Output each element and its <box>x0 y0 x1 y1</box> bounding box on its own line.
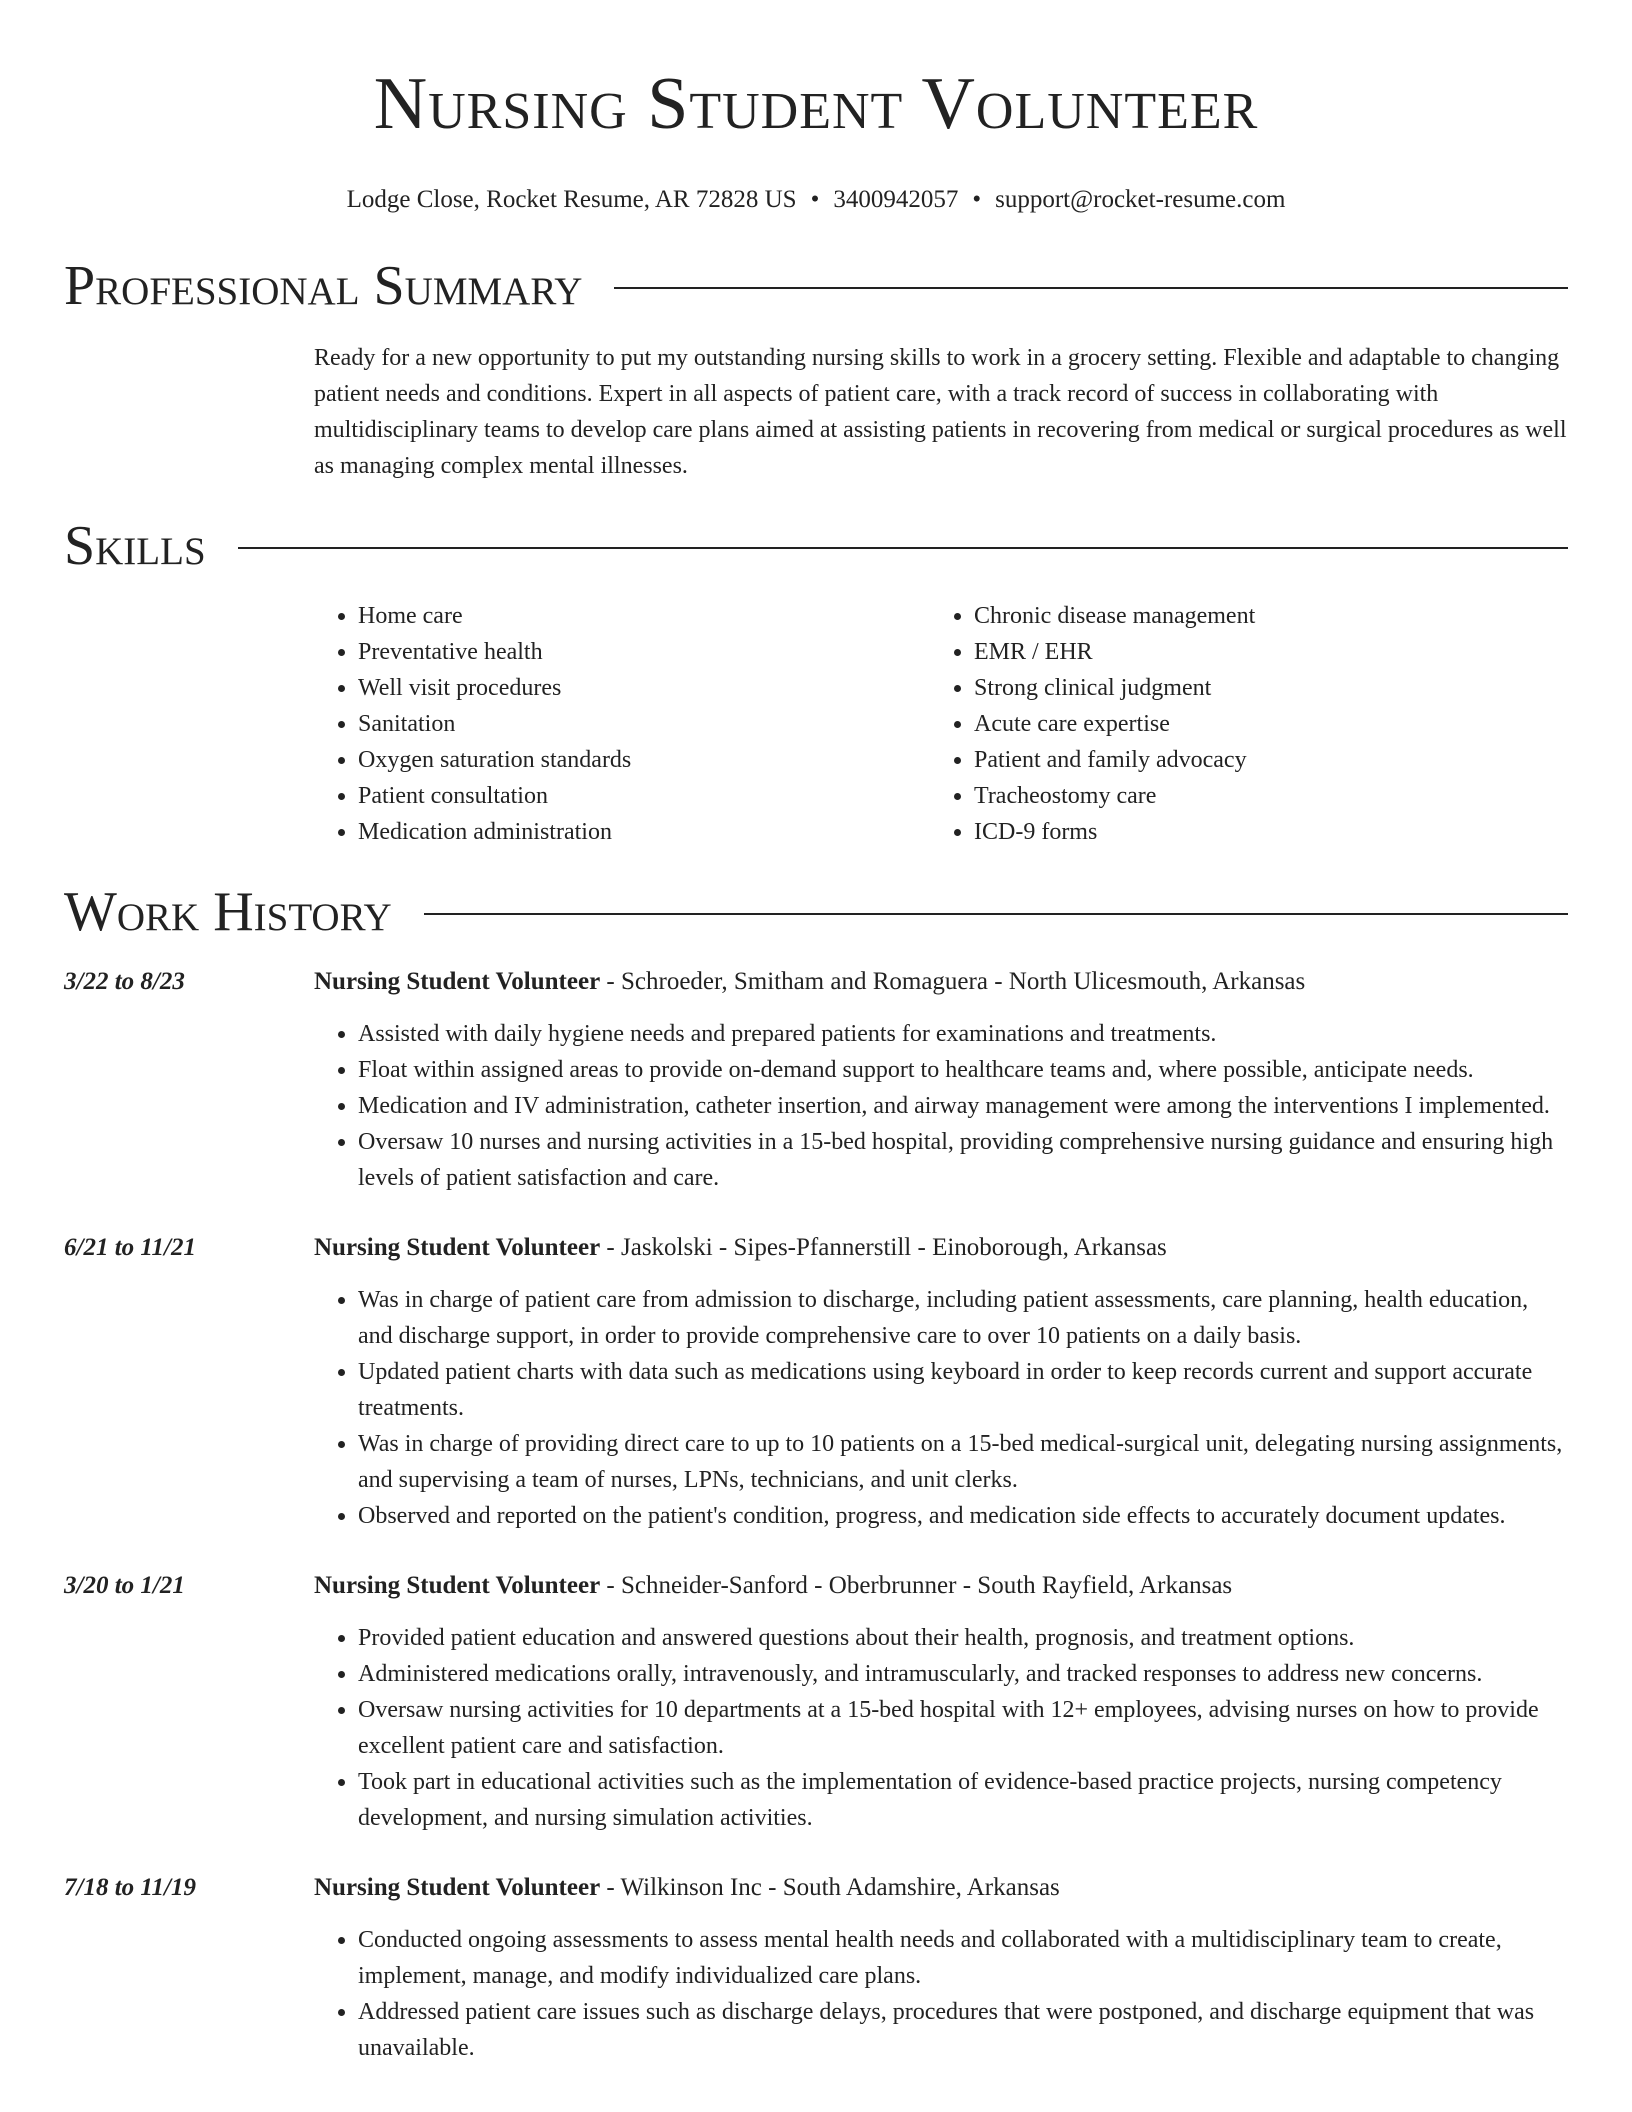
job-dates: 7/18 to 11/19 <box>64 1874 196 1901</box>
skill-item: • Well visit procedures <box>358 670 930 706</box>
job-bullet: • Oversaw 10 nurses and nursing activities in a 15-bed hospital, providing comprehensive nursing guidance and ensuring high levels of patient satisfaction and care. <box>358 1124 1568 1196</box>
job-bullet: • Conducted ongoing assessments to assess mental health needs and collaborated with a multidisciplinary team to create, implement, manage, and modify individualized care plans. <box>358 1922 1568 1994</box>
job-dates: 3/20 to 1/21 <box>64 1572 185 1599</box>
job-entry <box>64 1230 1568 1534</box>
summary-section-title: Professional Summary <box>64 255 583 317</box>
skill-item: • Oxygen saturation standards <box>358 742 930 778</box>
skills-section-title: Skills <box>64 515 206 577</box>
summary-text: Ready for a new opportunity to put my outstanding nursing skills to work in a grocery setting. Flexible and adaptable to changing patient needs and conditions. Expert in all aspects of patient care, with a track record of success in collaborating with multidisciplinary teams to develop care plans aimed at assisting patients in recovering from medical or surgical procedures as well as managing complex mental illnesses. <box>314 345 1567 479</box>
job-body <box>314 1870 1568 2066</box>
job-dates: 6/21 to 11/21 <box>64 1234 196 1261</box>
skill-item: • Patient and family advocacy <box>974 742 1546 778</box>
job-body <box>314 1230 1568 1534</box>
job-bullet: • Oversaw nursing activities for 10 departments at a 15-bed hospital with 12+ employees, advising nurses on how to provide excellent patient care and satisfaction. <box>358 1692 1568 1764</box>
job-bullet: • Assisted with daily hygiene needs and prepared patients for examinations and treatments. <box>358 1016 1568 1052</box>
job-heading <box>314 964 1568 1000</box>
job-bullet: • Updated patient charts with data such as medications using keyboard in order to keep records current and support accurate treatments. <box>358 1354 1568 1426</box>
summary-section <box>314 340 1568 484</box>
section-divider <box>238 547 1568 549</box>
skills-list <box>314 598 1568 850</box>
contact-address: Lodge Close, Rocket Resume, AR 72828 US <box>346 186 797 213</box>
skill-item: • EMR / EHR <box>974 634 1546 670</box>
job-title: Nursing Student Volunteer <box>314 1234 601 1261</box>
job-bullet: • Addressed patient care issues such as discharge delays, procedures that were postponed, and discharge equipment that was unavailable. <box>358 1994 1568 2066</box>
job-entry <box>64 964 1568 1196</box>
job-title: Nursing Student Volunteer <box>314 1874 601 1901</box>
job-bullet: • Was in charge of patient care from admission to discharge, including patient assessments, care planning, health education, and discharge support, in order to provide comprehensive care to over 10 patients on a daily basis. <box>358 1282 1568 1354</box>
summary-section-header <box>64 254 1568 318</box>
job-heading <box>314 1230 1568 1266</box>
job-heading <box>314 1870 1568 1906</box>
job-dates: 3/22 to 8/23 <box>64 968 185 995</box>
skills-section-header <box>64 514 1568 578</box>
job-entry <box>64 1870 1568 2066</box>
job-entry <box>64 1568 1568 1836</box>
skill-item: • Tracheostomy care <box>974 778 1546 814</box>
work-section-title: Work History <box>64 881 392 943</box>
job-employer: - Schroeder, Smitham and Romaguera - North Ulicesmouth, Arkansas <box>600 968 1306 995</box>
job-bullet: • Observed and reported on the patient's condition, progress, and medication side effects to accurately document updates. <box>358 1498 1568 1534</box>
skill-item: • Patient consultation <box>358 778 930 814</box>
job-title: Nursing Student Volunteer <box>314 968 601 995</box>
section-divider <box>614 287 1568 289</box>
skill-item: • Strong clinical judgment <box>974 670 1546 706</box>
job-employer: - Schneider-Sanford - Oberbrunner - South Rayfield, Arkansas <box>600 1572 1233 1599</box>
skills-column-right <box>930 598 1546 850</box>
contact-phone: 3400942057 <box>833 186 959 213</box>
job-employer: - Jaskolski - Sipes-Pfannerstill - Einoborough, Arkansas <box>600 1234 1167 1261</box>
skills-column-left <box>314 598 930 850</box>
job-title: Nursing Student Volunteer <box>314 1572 601 1599</box>
skill-item: • Acute care expertise <box>974 706 1546 742</box>
job-employer: - Wilkinson Inc - South Adamshire, Arkansas <box>600 1874 1060 1901</box>
job-bullet: • Administered medications orally, intravenously, and intramuscularly, and tracked responses to address new concerns. <box>358 1656 1568 1692</box>
job-bullet: • Medication and IV administration, catheter insertion, and airway management were among the interventions I implemented. <box>358 1088 1568 1124</box>
work-section-header <box>64 880 1568 944</box>
job-body <box>314 1568 1568 1836</box>
contact-separator: • <box>810 186 820 213</box>
contact-email: support@rocket-resume.com <box>995 186 1286 213</box>
contact-separator: • <box>972 186 982 213</box>
skill-item: • Medication administration <box>358 814 930 850</box>
job-body <box>314 964 1568 1196</box>
skill-item: • Chronic disease management <box>974 598 1546 634</box>
skill-item: • Home care <box>358 598 930 634</box>
job-bullet: • Took part in educational activities such as the implementation of evidence-based practice projects, nursing competency development, and nursing simulation activities. <box>358 1764 1568 1836</box>
job-bullet: • Was in charge of providing direct care to up to 10 patients on a 15-bed medical-surgical unit, delegating nursing assignments, and supervising a team of nurses, LPNs, technicians, and unit clerks. <box>358 1426 1568 1498</box>
skill-item: • ICD-9 forms <box>974 814 1546 850</box>
section-divider <box>424 913 1568 915</box>
contact-line <box>64 184 1568 216</box>
job-bullet: • Provided patient education and answered questions about their health, prognosis, and treatment options. <box>358 1620 1568 1656</box>
skill-item: • Sanitation <box>358 706 930 742</box>
candidate-name: Nursing Student Volunteer <box>373 63 1259 145</box>
job-heading <box>314 1568 1568 1604</box>
skill-item: • Preventative health <box>358 634 930 670</box>
job-bullet: • Float within assigned areas to provide on-demand support to healthcare teams and, where possible, anticipate needs. <box>358 1052 1568 1088</box>
